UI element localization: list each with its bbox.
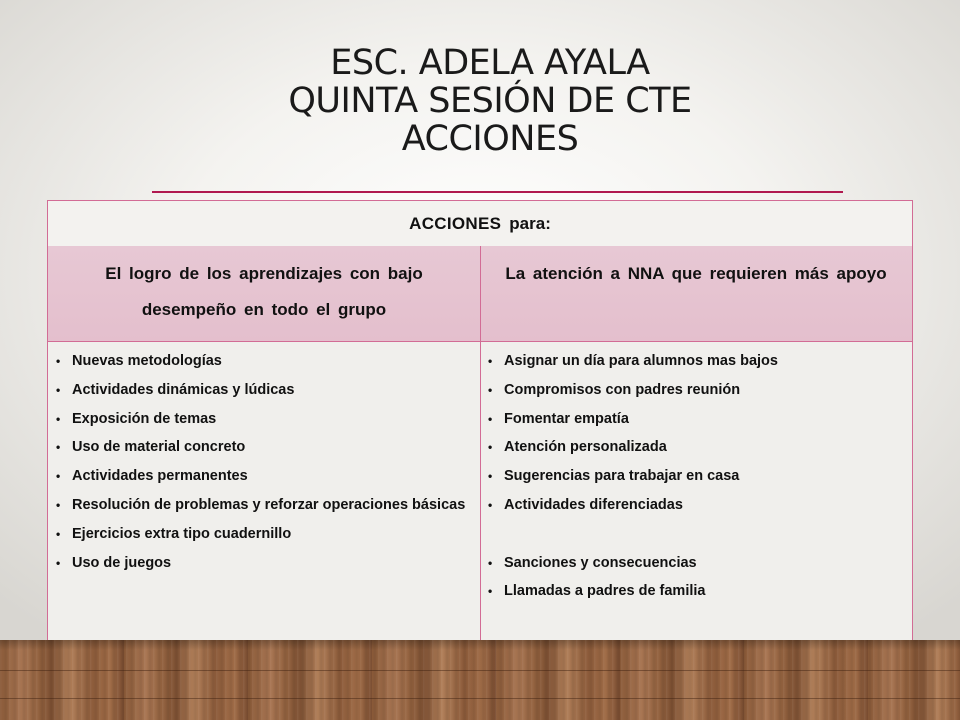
- list-item-text: Ejercicios extra tipo cuadernillo: [72, 525, 292, 542]
- title-underline: [152, 191, 843, 193]
- wood-floor: [0, 640, 960, 720]
- table-header-rest: para:: [509, 213, 551, 233]
- floor-seam: [0, 670, 960, 671]
- list-item-text: Actividades permanentes: [72, 468, 248, 485]
- bullet-icon: •: [488, 555, 493, 570]
- bullet-icon: •: [488, 411, 493, 426]
- title-line-session: QUINTA SESIÓN DE CTE: [288, 81, 692, 121]
- bullet-icon: •: [488, 440, 493, 455]
- list-item-text: Uso de juegos: [72, 554, 172, 571]
- list-item: [48, 347, 468, 376]
- bullet-icon: •: [56, 382, 61, 397]
- list-item: [480, 376, 910, 405]
- table-header-bold: ACCIONES: [409, 213, 502, 233]
- bullet-icon: •: [488, 382, 493, 397]
- list-item-text: Atención personalizada: [504, 439, 667, 456]
- support-actions-list: [480, 347, 910, 606]
- list-item: [480, 520, 910, 549]
- list-item: [480, 491, 910, 520]
- column-heading-support: La atención a NNA que requieren más apoyo: [505, 264, 887, 283]
- list-item: [48, 520, 468, 549]
- bullet-icon: •: [56, 354, 61, 368]
- list-item-text: Sugerencias para trabajar en casa: [504, 468, 740, 485]
- column-heading-learning: El logro de los aprendizajes con bajo desempeño en todo el grupo: [105, 264, 423, 319]
- actions-table: [47, 200, 913, 662]
- list-item: [48, 376, 468, 405]
- list-item: [480, 405, 910, 434]
- title-line-actions: ACCIONES: [401, 119, 579, 159]
- learning-actions-list: [48, 347, 468, 577]
- wood-grain: [0, 640, 960, 720]
- bullet-icon: •: [56, 469, 61, 484]
- slide-title: [150, 44, 830, 158]
- list-item: [480, 433, 910, 462]
- bullet-icon: •: [56, 555, 61, 570]
- bullet-icon: •: [56, 526, 61, 541]
- list-item: [480, 549, 910, 578]
- list-item: [480, 577, 910, 606]
- list-item-text: Actividades diferenciadas: [504, 496, 683, 513]
- title-line-school: ESC. ADELA AYALA: [330, 43, 650, 83]
- list-item-text: Exposición de temas: [72, 410, 217, 427]
- list-item: [48, 433, 468, 462]
- floor-seam: [0, 698, 960, 699]
- list-item-text: Sanciones y consecuencias: [504, 554, 697, 571]
- list-item: [48, 405, 468, 434]
- list-item-text: Resolución de problemas y reforzar operaciones básicas: [72, 496, 466, 513]
- list-item: [48, 462, 468, 491]
- bullet-icon: •: [488, 497, 493, 512]
- bullet-icon: •: [56, 440, 61, 455]
- list-item: [48, 549, 468, 578]
- list-item-text: Fomentar empatía: [504, 410, 629, 427]
- list-item: [48, 491, 468, 520]
- bullet-icon: •: [56, 411, 61, 426]
- list-item-text: Asignar un día para alumnos mas bajos: [504, 353, 778, 369]
- table-header-row: [48, 201, 912, 247]
- list-item-text: Compromisos con padres reunión: [504, 381, 741, 398]
- list-item-text: Llamadas a padres de familia: [504, 583, 706, 600]
- list-item-text: Uso de material concreto: [72, 439, 246, 456]
- list-item-text: Nuevas metodologías: [72, 353, 222, 369]
- bullet-icon: •: [488, 354, 493, 368]
- list-item-text: Actividades dinámicas y lúdicas: [72, 381, 295, 398]
- bullet-icon: •: [488, 469, 493, 484]
- list-item: [480, 462, 910, 491]
- list-item: [480, 347, 910, 376]
- bullet-icon: •: [488, 584, 493, 599]
- bullet-icon: •: [56, 497, 61, 512]
